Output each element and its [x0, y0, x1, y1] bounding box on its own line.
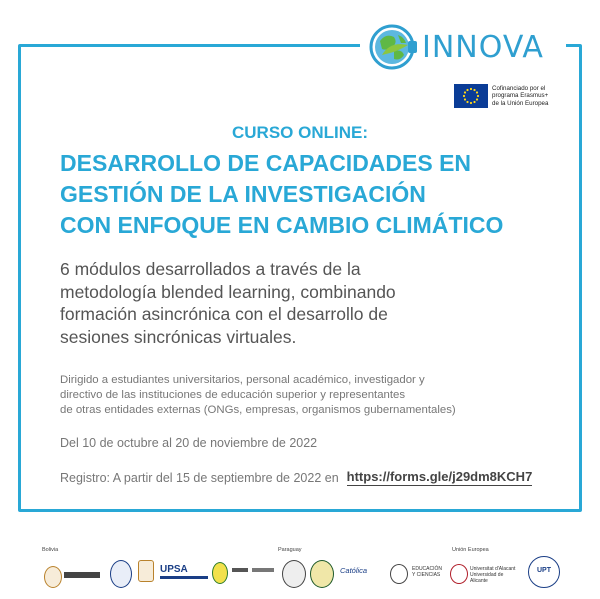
eu-cofunding-badge: [454, 84, 572, 108]
description-line: sesiones sincrónicas virtuales.: [60, 326, 297, 347]
course-title: [60, 148, 580, 241]
partner-logo: [390, 564, 408, 584]
partner-logo-upt-icon: [528, 556, 560, 588]
eu-line: Cofinanciado por el: [492, 84, 546, 92]
registration-link[interactable]: https://forms.gle/j29dm8KCH7: [346, 469, 533, 484]
partner-logo: [232, 568, 248, 572]
eu-cofunding-text: [492, 85, 572, 108]
description-line: metodología blended learning, combinando: [60, 281, 396, 302]
description-line: 6 módulos desarrollados a través de la: [60, 259, 361, 279]
audience-line: directivo de las instituciones de educación superior y representantes: [60, 389, 406, 401]
partner-logo: [212, 562, 228, 584]
partner-logo: [64, 572, 100, 578]
partner-logo-upt: UPT: [537, 567, 551, 574]
title-line: DESARROLLO DE CAPACIDADES EN: [60, 150, 472, 176]
partner-logo-alicante: Universitat d'Alacant Universidad de Alicante: [470, 566, 516, 584]
course-dates: Del 10 de octubre al 20 de noviembre de 2022: [60, 436, 318, 450]
registration-text: Registro: A partir del 15 de septiembre de 2022 en: [60, 470, 339, 485]
partner-logo-catolica: Católica: [340, 566, 368, 575]
audience-line: de otras entidades externas (ONGs, empresas, organismos gubernamentales): [60, 404, 456, 416]
partner-logo: [450, 564, 468, 584]
description-line: formación asincrónica con el desarrollo de: [60, 304, 388, 324]
target-audience: [60, 373, 570, 418]
title-line: GESTIÓN DE LA INVESTIGACIÓN: [60, 181, 426, 207]
partner-logos: [40, 556, 580, 596]
audience-line: Dirigido a estudiantes universitarios, personal académico, investigador y: [60, 374, 425, 386]
partner-logo: [160, 576, 208, 579]
eu-line: programa Erasmus+: [492, 92, 549, 100]
partner-logo-upsa: UPSA: [160, 564, 188, 575]
registration: [60, 469, 532, 486]
innova-logo: [368, 22, 544, 72]
partner-logo: [44, 566, 62, 588]
globe-bulb-icon: [368, 21, 420, 73]
partner-logo: [310, 560, 334, 588]
partner-logo-educacion: EDUCACIÓN Y CIENCIAS: [412, 566, 443, 578]
region-label-eu: Unión Europea: [452, 547, 489, 553]
partner-logo: [138, 560, 154, 582]
course-label: CURSO ONLINE:: [232, 123, 368, 142]
partner-logo: [252, 568, 274, 572]
brand-name: INNOVA: [422, 29, 544, 65]
course-description: [60, 258, 560, 348]
eu-line: de la Unión Europea: [492, 99, 549, 107]
title-line: CON ENFOQUE EN CAMBIO CLIMÁTICO: [60, 212, 504, 238]
partner-logo: [110, 560, 132, 588]
eu-flag-icon: [454, 84, 488, 108]
region-label-paraguay: Paraguay: [278, 547, 302, 553]
partner-logo: [282, 560, 306, 588]
region-label-bolivia: Bolivia: [42, 547, 59, 553]
